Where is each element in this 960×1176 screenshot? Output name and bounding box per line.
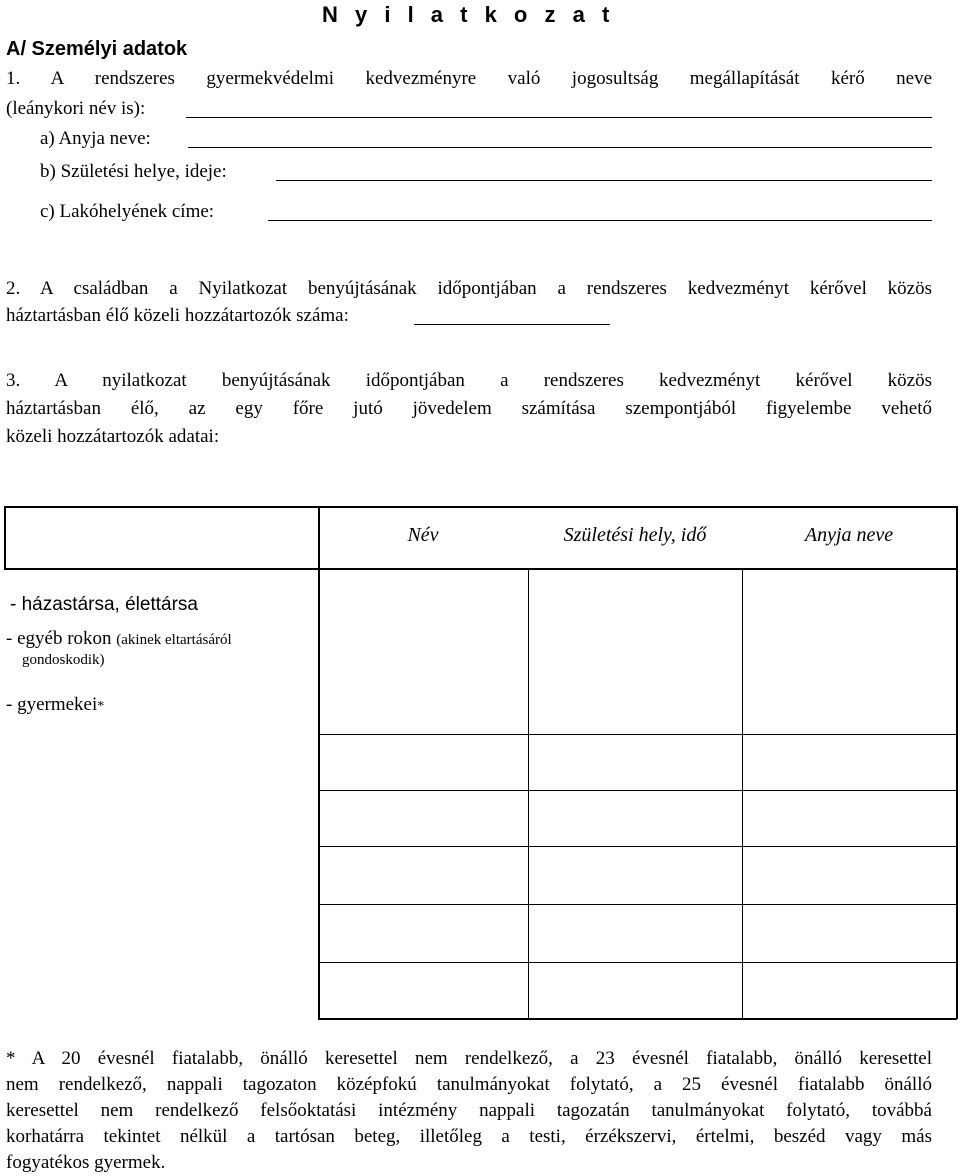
column-header-birth: Születési hely, idő — [563, 524, 707, 546]
table-col-divider — [318, 506, 320, 1019]
column-header-name: Név — [407, 524, 439, 546]
q1-birth-label: b) Születési helye, ideje: — [40, 161, 227, 182]
footnote-line5: fogyatékos gyermek. — [6, 1152, 166, 1173]
table-top-border — [4, 506, 957, 508]
document-title: N y i l a t k o z a t — [322, 2, 615, 27]
q1-address-label: c) Lakóhelyének címe: — [40, 201, 215, 222]
row-label-relative-main: - egyéb rokon — [6, 628, 112, 649]
table-col-divider — [742, 568, 743, 1018]
q1-line1: 1. A rendszeres gyermekvédelmi kedvezményre való jogosultság megállapítását kérő neve — [6, 68, 932, 89]
table-row-line — [318, 790, 957, 791]
table-col-divider — [528, 568, 529, 1018]
table-left-border — [4, 506, 6, 569]
address-field-line[interactable] — [268, 220, 932, 221]
table-header-divider — [4, 568, 957, 570]
row-label-relative — [6, 628, 232, 650]
row-label-relative-note: (akinek eltartásáról — [116, 632, 232, 648]
footnote-line1: * A 20 évesnél fiatalabb, önálló keresettel nem rendelkező, a 23 évesnél fiatalabb, önálló keresettel — [6, 1048, 932, 1069]
q3-line1: 3. A nyilatkozat benyújtásának időpontjában a rendszeres kedvezményt kérővel közös — [6, 370, 932, 391]
q3-line2: háztartásban élő, az egy főre jutó jövedelem számítása szempontjából figyelembe vehető — [6, 398, 932, 419]
table-row-line — [318, 846, 957, 847]
table-right-border — [956, 506, 958, 1019]
column-header-mother: Anyja neve — [804, 524, 894, 546]
row-label-children-text: - gyermekei — [6, 694, 98, 715]
mother-name-field-line[interactable] — [188, 147, 932, 148]
q2-line2: háztartásban élő közeli hozzátartozók száma: — [6, 305, 349, 326]
row-label-children-star: * — [97, 699, 105, 714]
q1-mother-label: a) Anyja neve: — [40, 128, 151, 149]
footnote-line2: nem rendelkező, nappali tagozaton középfokú tanulmányokat folytató, a 25 évesnél fiatalabb önálló — [6, 1074, 932, 1095]
section-a-heading: A/ Személyi adatok — [6, 38, 188, 60]
table-row-line — [318, 904, 957, 905]
table-bottom-border — [318, 1018, 957, 1020]
birth-field-line[interactable] — [276, 180, 932, 181]
footnote-line3: keresettel nem rendelkező felsőoktatási intézmény nappali tagozatán tanulmányokat folytató, továbbá — [6, 1100, 932, 1121]
household-count-field-line[interactable] — [414, 324, 610, 325]
q3-line3: közeli hozzátartozók adatai: — [6, 426, 220, 447]
row-label-children — [6, 694, 104, 716]
row-label-spouse: - házastársa, élettársa — [10, 594, 198, 615]
name-field-line[interactable] — [186, 117, 932, 118]
table-row-line — [318, 962, 957, 963]
table-row-line — [318, 734, 957, 735]
q1-line2: (leánykori név is): — [6, 98, 146, 119]
q2-line1: 2. A családban a Nyilatkozat benyújtásának időpontjában a rendszeres kedvezményt kérővel közös — [6, 278, 932, 299]
row-label-relative-note2: gondoskodik) — [22, 652, 105, 668]
footnote-line4: korhatárra tekintet nélkül a tartósan beteg, illetőleg a testi, érzékszervi, értelmi, beszéd vagy más — [6, 1126, 932, 1147]
